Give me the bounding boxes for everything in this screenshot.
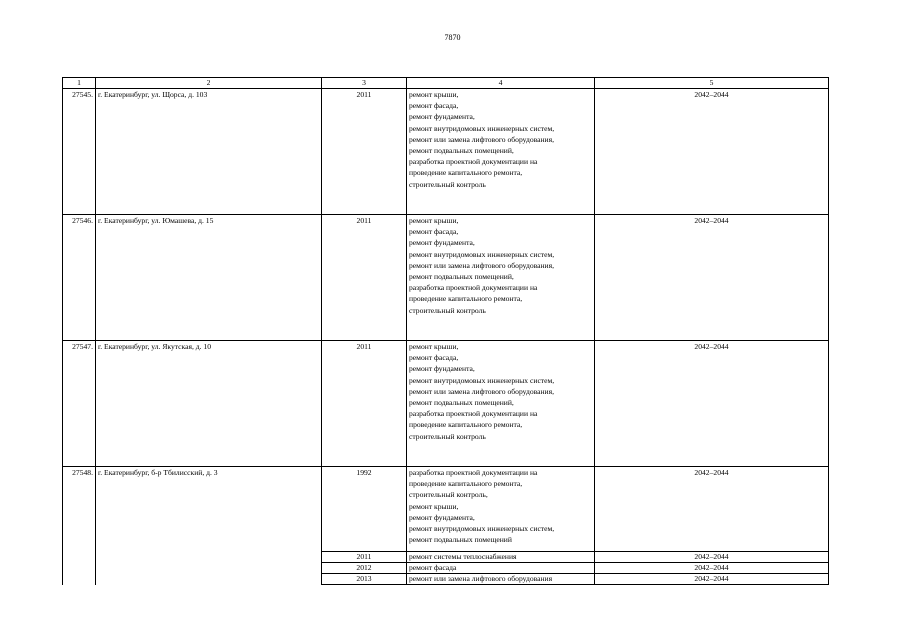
header-cell: 5 — [595, 78, 829, 89]
work-line: ремонт крыши, — [409, 216, 459, 225]
period-cell: 2042–2044 — [595, 574, 829, 585]
work-line: ремонт крыши, — [409, 90, 459, 99]
year-cell: 2011 — [322, 341, 407, 467]
address-cell: г. Екатеринбург, ул. Якутская, д. 10 — [96, 341, 322, 467]
row-number: 27546. — [63, 215, 96, 341]
work-line: ремонт внутридомовых инженерных систем, — [409, 123, 555, 133]
table-row — [63, 341, 829, 467]
work-line: разработка проектной документации на — [409, 409, 538, 419]
row-number: 27545. — [63, 89, 96, 215]
year-cell: 2012 — [322, 563, 407, 574]
period-cell: 2042–2044 — [595, 215, 829, 341]
work-line: проведение капитального ремонта, — [409, 420, 523, 430]
work-line: ремонт внутридомовых инженерных систем, — [409, 524, 555, 534]
table-row — [63, 467, 829, 552]
address-cell: г. Екатеринбург, б-р Тбилисский, д. 3 — [96, 467, 322, 585]
year-cell: 2013 — [322, 574, 407, 585]
period-cell: 2042–2044 — [595, 563, 829, 574]
header-cell: 3 — [322, 78, 407, 89]
period-cell: 2042–2044 — [595, 341, 829, 467]
work-line: строительный контроль, — [409, 490, 488, 500]
work-line: ремонт внутридомовых инженерных систем, — [409, 375, 555, 385]
period-cell: 2042–2044 — [595, 467, 829, 552]
work-cell: ремонт фасада — [407, 563, 595, 574]
header-row — [63, 78, 829, 89]
works-cell — [407, 467, 595, 552]
works-cell — [407, 89, 595, 215]
repair-schedule-table — [62, 77, 829, 585]
work-line: ремонт подвальных помещений, — [409, 146, 514, 156]
work-line: ремонт подвальных помещений, — [409, 272, 514, 282]
work-line: ремонт фундамента, — [409, 112, 475, 122]
work-line: ремонт подвальных помещений, — [409, 398, 514, 408]
work-line: строительный контроль — [409, 179, 486, 189]
work-line: ремонт фасада, — [409, 101, 459, 111]
work-line: ремонт фундамента, — [409, 364, 475, 374]
work-line: ремонт фундамента, — [409, 238, 475, 248]
year-cell: 2011 — [322, 215, 407, 341]
work-line: разработка проектной документации на — [409, 468, 538, 477]
works-cell — [407, 341, 595, 467]
year-cell: 2011 — [322, 552, 407, 563]
period-cell: 2042–2044 — [595, 89, 829, 215]
page-number: 7870 — [444, 33, 461, 42]
work-line: ремонт или замена лифтового оборудования, — [409, 134, 554, 144]
address-cell: г. Екатеринбург, ул. Юмашева, д. 15 — [96, 215, 322, 341]
header-cell: 1 — [63, 78, 96, 89]
work-line: ремонт крыши, — [409, 501, 459, 511]
work-line: ремонт фасада, — [409, 227, 459, 237]
period-cell: 2042–2044 — [595, 552, 829, 563]
work-line: строительный контроль — [409, 431, 486, 441]
work-line: проведение капитального ремонта, — [409, 168, 523, 178]
work-line: ремонт или замена лифтового оборудования, — [409, 386, 554, 396]
work-line: строительный контроль — [409, 305, 486, 315]
work-line: разработка проектной документации на — [409, 283, 538, 293]
work-line: проведение капитального ремонта, — [409, 479, 523, 489]
work-line: ремонт подвальных помещений — [409, 535, 512, 545]
work-cell: ремонт системы теплоснабжения — [407, 552, 595, 563]
work-cell: ремонт или замена лифтового оборудования — [407, 574, 595, 585]
works-cell — [407, 215, 595, 341]
header-cell: 4 — [407, 78, 595, 89]
table-row — [63, 215, 829, 341]
address-cell: г. Екатеринбург, ул. Щорса, д. 103 — [96, 89, 322, 215]
work-line: разработка проектной документации на — [409, 157, 538, 167]
row-number: 27548. — [63, 467, 96, 585]
year-cell: 2011 — [322, 89, 407, 215]
row-number: 27547. — [63, 341, 96, 467]
year-cell: 1992 — [322, 467, 407, 552]
work-line: ремонт фундамента, — [409, 512, 475, 522]
work-line: проведение капитального ремонта, — [409, 294, 523, 304]
header-cell: 2 — [96, 78, 322, 89]
work-line: ремонт фасада, — [409, 353, 459, 363]
work-line: ремонт крыши, — [409, 342, 459, 351]
work-line: ремонт внутридомовых инженерных систем, — [409, 249, 555, 259]
table-row — [63, 89, 829, 215]
work-line: ремонт или замена лифтового оборудования, — [409, 260, 554, 270]
